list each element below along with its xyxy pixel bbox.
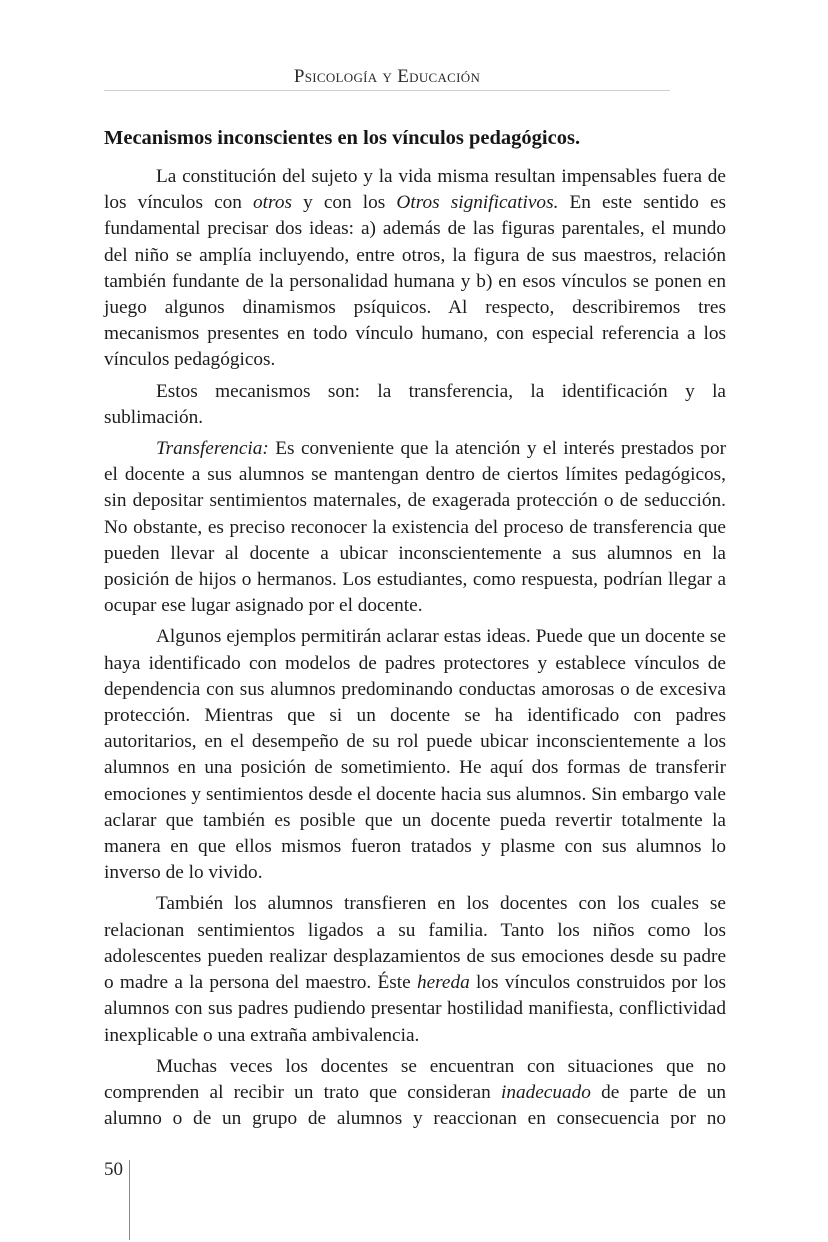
text-run: de parte de un alumno o de un grupo de alumnos y reaccionan en consecuencia por no <box>104 1081 726 1130</box>
text-run: y con los <box>291 192 397 214</box>
running-head: Psicología y Educación <box>293 66 481 87</box>
italic-run: inadecuado <box>500 1081 591 1103</box>
section-title: Mecanismos inconscientes en los vínculos pedagógicos. <box>104 127 581 149</box>
paragraph <box>104 436 726 619</box>
body-text <box>104 164 726 1137</box>
italic-run: Otros significativos. <box>396 192 559 214</box>
text-run: En este sentido es fundamental precisar dos ideas: a) además de las figuras parentales, el mundo del niño se amplía incluyendo, entre otros, la figura de sus maestros, relación también fundante de la personalidad humana y b) en esos vínculos se ponen en juego algunos dinamismos psíquicos. Al respecto, describiremos tres mecanismos presentes en todo vínculo humano, con especial referencia a los vínculos pedagógicos. <box>104 192 727 371</box>
text-run: Algunos ejemplos permitirán aclarar estas ideas. Puede que un docente se haya identificado con modelos de padres protectores y establece vínculos de dependencia con sus alumnos predominando conductas amorosas o de excesiva protección. Mientras que si un docente se ha identificado con padres autoritarios, en el desempeño de su rol puede ubicar inconscientemente a los alumnos en una posición de sometimiento. He aquí dos formas de transferir emociones y sentimientos desde el docente hacia sus alumnos. Sin embargo vale aclarar que también es posible que un docente pueda revertir totalmente la manera en que ellos mismos fueron tratados y plasme con sus alumnos lo inverso de lo vivido. <box>104 626 726 884</box>
text-run: los vínculos construidos por los alumnos con sus padres pudiendo presentar hostilidad manifiesta, conflictividad inexplicable o una extraña ambivalencia. <box>104 972 727 1046</box>
text-run: Es conveniente que la atención y el interés prestados por el docente a sus alumnos se mantengan dentro de ciertos límites pedagógicos, sin depositar sentimientos maternales, de exagerada protección o de seducción. No obstante, es preciso reconocer la existencia del proceso de transferencia que pueden llevar al docente a ubicar inconscientemente a sus alumnos en la posición de hijos o hermanos. Los estudiantes, como respuesta, podrían llegar a ocupar ese lugar asignado por el docente. <box>104 438 726 617</box>
page-number: 50 <box>104 1159 123 1180</box>
paragraph <box>104 1054 726 1133</box>
italic-run: Transferencia: <box>156 438 269 460</box>
text-run: Muchas veces los docentes se encuentran con situaciones que no comprenden al recibir un trato que consideran <box>104 1055 726 1103</box>
paragraph <box>104 379 726 431</box>
paragraph <box>104 891 726 1048</box>
paragraph <box>104 624 726 886</box>
folio-divider <box>129 1160 130 1240</box>
text-run: También los alumnos transfieren en los docentes con los cuales se relacionan sentimientos ligados a su familia. Tanto los niños como los adolescentes pueden realizar desplazamientos de sus emociones desde su padre o madre a la persona del maestro. Éste <box>104 893 726 994</box>
paragraph <box>104 164 726 374</box>
text-run: Estos mecanismos son: la transferencia, la identificación y la sublimación. <box>104 380 726 428</box>
italic-run: otros <box>253 192 292 214</box>
text-run: La constitución del sujeto y la vida misma resultan impensables fuera de los vínculos con <box>104 166 726 214</box>
italic-run: hereda <box>416 972 470 994</box>
header-divider <box>104 90 670 91</box>
